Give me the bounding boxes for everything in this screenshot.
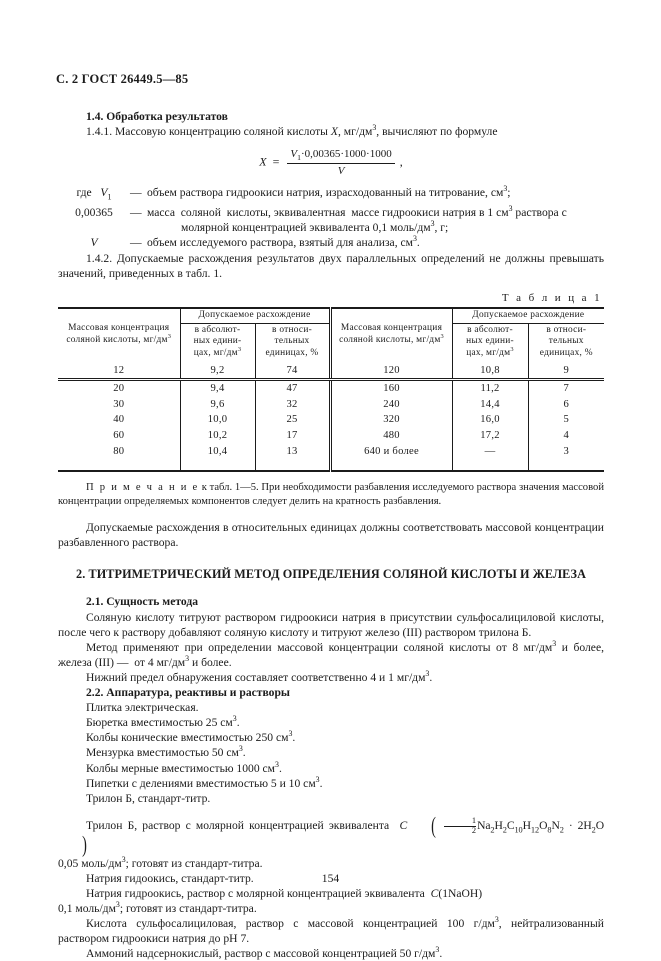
cell-concentration-left: 12 (58, 361, 180, 380)
trilon-concentration-line: 0,05 моль/$дм^3$; готовят из стандарт-титра. (58, 854, 263, 870)
table-row (58, 361, 604, 380)
header-relative-right: в относи- тельных единицах, % (528, 323, 604, 360)
cell-relative-right: 6 (528, 397, 604, 413)
table-header-row-group (58, 308, 604, 323)
variable-row (58, 205, 604, 220)
cell-absolute-left: 10,2 (180, 428, 255, 444)
table-bottom-cell (452, 459, 528, 471)
table-bottom-cell (58, 459, 180, 471)
para-1-4-1: 1.4.1. Массовую концентрацию соляной кислоты X, $мг/дм^3$, вычисляют по формуле (86, 123, 498, 139)
formula-variable-list (58, 185, 604, 250)
cell-absolute-right: 16,0 (452, 412, 528, 428)
naoh-formula: C(1NaOH) (430, 886, 483, 900)
cell-relative-left: 25 (255, 412, 330, 428)
cell-relative-left: 32 (255, 397, 330, 413)
equipment-item: Бюретка вместимостью 25 $см^3$. (86, 714, 240, 730)
one-half-fraction (444, 817, 476, 836)
table-note (58, 481, 604, 509)
cell-absolute-left: 9,2 (180, 361, 255, 380)
variable-description: объем исследуемого раствора, взятый для анализа, $см^3$. (147, 234, 420, 249)
cell-absolute-left: 9,4 (180, 380, 255, 397)
header-absolute-right: в абсолют- ных едини- цах, $мг/дм^3$ (452, 323, 528, 360)
header-concentration-left: Массовая концентрация соляной кислоты, $мг/дм^3$ (58, 308, 180, 360)
cell-concentration-right: 160 (330, 380, 452, 397)
cell-absolute-left: 10,0 (180, 412, 255, 428)
note-label: П р и м е ч а н и е (86, 482, 199, 494)
equipment-item: Плитка электрическая. (86, 701, 199, 715)
cell-concentration-right: 240 (330, 397, 452, 413)
equipment-item: Мензурка вместимостью 50 $см^3$. (86, 744, 246, 760)
cell-concentration-left: 40 (113, 414, 125, 426)
trilon-formula: C ( $\frac{1}{2}$ $Na_2H_2C_{10}H_{12}O_8N_2 \cdot 2H_2O$) (58, 819, 604, 851)
table-bottom-cell (255, 459, 330, 471)
cell-absolute-right: 10,8 (452, 361, 528, 380)
equipment-item: Колбы мерные вместимостью 1000 $см^3$. (86, 759, 282, 775)
naoh-solution-line (58, 886, 604, 901)
table-row (58, 428, 604, 444)
cell-concentration-right: 320 (330, 412, 452, 428)
section-2-title: 2. ТИТРИМЕТРИЧЕСКИЙ МЕТОД ОПРЕДЕЛЕНИЯ СОЛЯНОЙ КИСЛОТЫ И ЖЕЛЕЗА (76, 567, 586, 582)
variable-dash: — (130, 186, 142, 200)
table-bottom-cell (180, 459, 255, 471)
para-1-4-2: 1.4.2. Допускаемые расхождения результатов двух параллельных определений не должны превышать значений, приведенных в табл. 1. (58, 252, 604, 281)
cell-absolute-right: — (452, 444, 528, 460)
variable-symbol: V (90, 235, 98, 249)
cell-concentration-left: 30 (113, 398, 125, 410)
section-2-2-title: 2.2. Аппаратура, реактивы и растворы (86, 686, 290, 700)
table-label: Т а б л и ц а 1 (501, 292, 602, 305)
equipment-item: Трилон Б, стандарт-титр. (86, 791, 211, 805)
cell-concentration-left: 80 (113, 445, 125, 457)
cell-relative-right: 9 (528, 361, 604, 380)
ammonium-persulfate-line: Аммоний надсернокислый, раствор с массовой концентрацией 50 $г/дм^3$. (86, 945, 443, 961)
para-2-1-detection-limit: Нижний предел обнаружения составляет соответственно 4 и 1 $мг/дм^3$. (86, 669, 433, 684)
table-bottom-cell (528, 459, 604, 471)
formula-denominator: V (337, 165, 345, 178)
trilon-prefix: Трилон Б, раствор с молярной концентрацией эквивалента (86, 818, 390, 832)
note-text: к табл. 1—5. При необходимости разбавления исследуемого раствора значения массовой концентрации определяемых компонентов следует делить на кратность разбавления. (58, 482, 604, 508)
formula-comma: , (399, 154, 403, 169)
naoh-standard-titre-line: Натрия гидоокись, стандарт-титр. (86, 871, 254, 885)
header-absolute-left: в абсолют- ных едини- цах, $мг/дм^3$ (180, 323, 255, 360)
formula-concentration: X = $\frac{V_1\cdot 0,00365\cdot 1000\cdot 1000}{V}$ , (259, 148, 403, 178)
table-bottom-cell (330, 459, 452, 471)
cell-relative-right: 7 (528, 380, 604, 397)
page-header-marker: С. 2 ГОСТ 26449.5—85 (56, 72, 189, 86)
para-after-note: Допускаемые расхождения в относительных единицах должны соответствовать массовой концентрации разбавленного раствора. (58, 521, 604, 550)
cell-relative-left: 17 (255, 428, 330, 444)
cell-absolute-right: 17,2 (452, 428, 528, 444)
cell-concentration-left: 60 (113, 430, 125, 441)
cell-relative-left: 47 (255, 380, 330, 397)
paren-close: ) (82, 832, 87, 858)
para-2-1: Соляную кислоту титруют раствором гидроокиси натрия в присутствии сульфосалициловой кислоты, после чего к раствору добавляют соляную кислоту и титруют железо (III) раствором трилона Б. (58, 610, 604, 639)
formula-fraction (287, 148, 394, 177)
variable-row (58, 185, 604, 204)
equipment-item: Пипетки с делениями вместимостью 5 и 10 $см^3$. (86, 774, 323, 790)
cell-absolute-left: 10,4 (180, 444, 255, 460)
table-bottom-row (58, 459, 604, 471)
page-number: 154 (321, 872, 340, 885)
header-relative-left: в относи- тельных единицах, % (255, 323, 330, 360)
cell-concentration-right: 640 и более (330, 444, 452, 460)
fraction-numerator: 1 (444, 817, 476, 827)
variable-description-cont: молярной концентрацией эквивалента 0,1 моль/$дм^3$, г; (181, 219, 449, 234)
equipment-item: Колбы конические вместимостью 250 $см^3$. (86, 729, 296, 745)
cell-relative-right: 5 (528, 412, 604, 428)
variable-symbol: 0,00365 (75, 205, 113, 219)
cell-concentration-left: 20 (113, 383, 125, 395)
cell-relative-left: 13 (255, 444, 330, 460)
para-2-1-applicability: Метод применяют при определении массовой концентрации соляной кислоты от 8 $мг/дм^3$ и более, железа (III) — от 4 $мг/дм^3$ и более. (58, 638, 604, 669)
variable-dash: — (130, 205, 142, 219)
header-group-left: Допускаемое расхождение (180, 308, 330, 323)
formula-numerator: $V_1\cdot 0,00365\cdot 1000\cdot 1000$ (287, 148, 394, 164)
trilon-solution-line (58, 813, 604, 858)
cell-absolute-left: 9,6 (180, 397, 255, 413)
paren-open: ( (431, 813, 437, 839)
variable-description: масса соляной кислоты, эквивалентная массе гидроокиси натрия в 1 $см^3$ раствора с (147, 203, 567, 219)
naoh-prefix: Натрия гидроокись, раствор с молярной концентрацией эквивалента (86, 886, 425, 900)
table-row (58, 444, 604, 460)
variable-row (58, 235, 604, 250)
table-row (58, 380, 604, 397)
naoh-concentration-line: 0,1 моль/$дм^3$; готовят из стандарт-титра. (58, 899, 257, 915)
where-label: где $V_1$ (76, 186, 112, 202)
section-1-4-title: 1.4. Обработка результатов (86, 110, 228, 123)
header-group-right: Допускаемое расхождение (452, 308, 604, 323)
fraction-denominator: 2 (471, 825, 477, 835)
table-allowable-discrepancy (58, 307, 604, 472)
cell-relative-right: 3 (528, 444, 604, 460)
table-row (58, 412, 604, 428)
variable-row-continuation (58, 220, 604, 235)
document-content (58, 104, 604, 961)
section-2-1-title: 2.1. Сущность метода (86, 595, 199, 609)
cell-absolute-right: 11,2 (452, 380, 528, 397)
cell-absolute-right: 14,4 (452, 397, 528, 413)
sulfosalicylic-acid-line: Кислота сульфосалициловая, раствор с массовой концентрацией 100 $г/дм^3$, нейтрализованный раствором гидроокиси натрия до pH 7. (58, 915, 604, 946)
header-concentration-right: Массовая концентрация соляной кислоты, $мг/дм^3$ (330, 308, 452, 360)
table-row (58, 397, 604, 413)
trilon-formula-body: $Na_2H_2C_{10}H_{12}O_8N_2 \cdot 2H_2O$ (477, 818, 604, 835)
variable-description: объем раствора гидроокиси натрия, израсходованный на титрование, $см^3$; (147, 184, 511, 200)
cell-relative-left: 74 (255, 361, 330, 380)
cell-relative-right: 4 (528, 428, 604, 444)
variable-dash: — (130, 235, 142, 249)
cell-concentration-right: 480 (330, 428, 452, 444)
cell-concentration-right: 120 (330, 361, 452, 380)
